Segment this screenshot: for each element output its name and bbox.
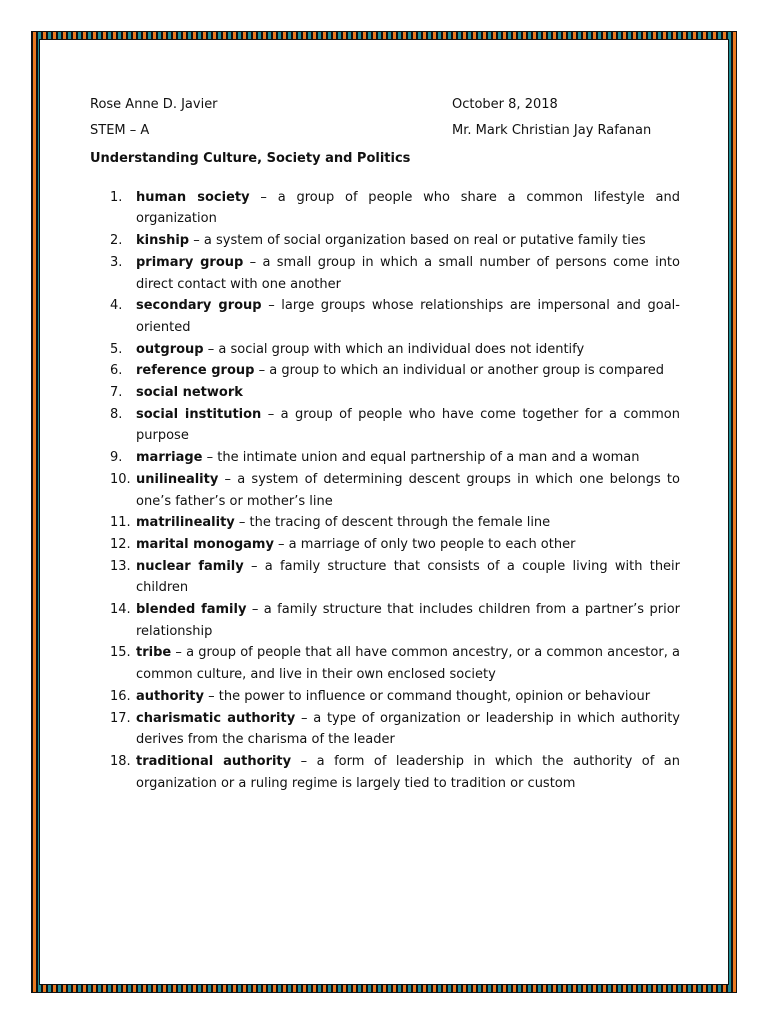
term-label: secondary group xyxy=(136,298,262,314)
document-title: Understanding Culture, Society and Politics xyxy=(90,151,411,166)
list-item xyxy=(90,708,680,751)
item-number: 8. xyxy=(110,406,123,422)
teacher-name: Mr. Mark Christian Jay Rafanan xyxy=(452,123,652,138)
list-item xyxy=(90,447,680,469)
list-item xyxy=(90,252,680,295)
term-definition: – a group of people that all have common ancestry, or a common ancestor, a common culture, and live in their own enclosed society xyxy=(136,645,680,683)
class-section: STEM – A xyxy=(90,123,150,138)
term-definition: – the intimate union and equal partnership of a man and a woman xyxy=(202,450,640,466)
term-label: kinship xyxy=(136,233,190,249)
term-definition: – large groups whose relationships are impersonal and goal-oriented xyxy=(136,298,680,335)
item-number: 4. xyxy=(110,298,123,314)
term-definition: – a system of social organization based on real or putative family ties xyxy=(189,233,646,249)
item-number: 9. xyxy=(110,450,123,466)
list-item xyxy=(90,512,680,534)
item-number: 3. xyxy=(110,254,123,270)
list-item xyxy=(90,295,680,338)
list-item xyxy=(90,599,680,642)
item-number: 15. xyxy=(110,645,131,661)
term-definition: – the power to influence or command thought, opinion or behaviour xyxy=(203,688,651,704)
term-label: matrilineality xyxy=(136,515,235,531)
list-item xyxy=(90,404,680,447)
term-definition: – a form of leadership in which the authority of an organization or a ruling regime is largely tied to tradition or custom xyxy=(136,753,680,791)
list-item xyxy=(90,230,680,252)
term-definition: – a group of people who have come together for a common purpose xyxy=(136,406,680,444)
list-item xyxy=(90,360,680,382)
item-number: 16. xyxy=(110,688,131,704)
term-definition: – a marriage of only two people to each other xyxy=(273,536,576,552)
list-item xyxy=(90,534,680,556)
term-definition: – a family structure that consists of a couple living with their children xyxy=(136,558,681,596)
student-name: Rose Anne D. Javier xyxy=(90,97,218,112)
term-definition: – a group to which an individual or another group is compared xyxy=(254,363,665,379)
term-label: social network xyxy=(136,385,243,401)
term-definition: – a family structure that includes children from a partner’s prior relationship xyxy=(136,602,680,639)
item-number: 7. xyxy=(110,385,123,401)
term-label: authority xyxy=(136,688,204,704)
item-number: 17. xyxy=(110,710,131,726)
list-item xyxy=(90,382,680,404)
item-number: 12. xyxy=(110,536,131,552)
item-number: 10. xyxy=(110,471,131,487)
term-definition: – a social group with which an individual does not identify xyxy=(203,341,585,357)
term-label: traditional authority xyxy=(136,753,292,769)
list-item xyxy=(90,339,680,361)
term-definition: – a group of people who share a common lifestyle and organization xyxy=(136,189,680,227)
document-date: October 8, 2018 xyxy=(452,97,558,112)
item-number: 2. xyxy=(110,233,123,249)
term-definition: – the tracing of descent through the female line xyxy=(234,515,551,531)
term-label: tribe xyxy=(136,645,172,661)
item-number: 1. xyxy=(110,189,123,205)
term-definition: – a small group in which a small number of persons come into direct contact with one another xyxy=(136,254,680,292)
item-number: 6. xyxy=(110,363,123,379)
item-number: 13. xyxy=(110,558,131,574)
list-item xyxy=(90,556,680,599)
item-number: 5. xyxy=(110,341,123,357)
term-label: marital monogamy xyxy=(136,536,274,552)
list-item xyxy=(90,751,680,794)
term-label: marriage xyxy=(136,450,203,466)
term-definition: – a system of determining descent groups in which one belongs to one’s father’s or mother’s line xyxy=(136,471,680,509)
list-item xyxy=(90,642,680,685)
header-row-2 xyxy=(90,120,680,146)
item-number: 18. xyxy=(110,753,131,769)
term-label: nuclear family xyxy=(136,558,244,574)
list-item xyxy=(90,686,680,708)
terms-list xyxy=(90,187,680,795)
list-item xyxy=(90,187,680,230)
item-number: 14. xyxy=(110,602,131,618)
term-label: primary group xyxy=(136,254,244,270)
header-row-1 xyxy=(90,94,680,120)
term-label: social institution xyxy=(136,406,262,422)
term-label: reference group xyxy=(136,363,255,379)
term-label: charismatic authority xyxy=(136,710,296,726)
list-item xyxy=(90,469,680,512)
term-label: unilineality xyxy=(136,471,219,487)
term-label: human society xyxy=(136,189,250,205)
item-number: 11. xyxy=(110,515,131,531)
term-definition: – a type of organization or leadership in which authority derives from the charisma of the leader xyxy=(136,710,680,748)
term-label: outgroup xyxy=(136,341,204,357)
document-body xyxy=(90,94,680,794)
term-label: blended family xyxy=(136,602,247,618)
